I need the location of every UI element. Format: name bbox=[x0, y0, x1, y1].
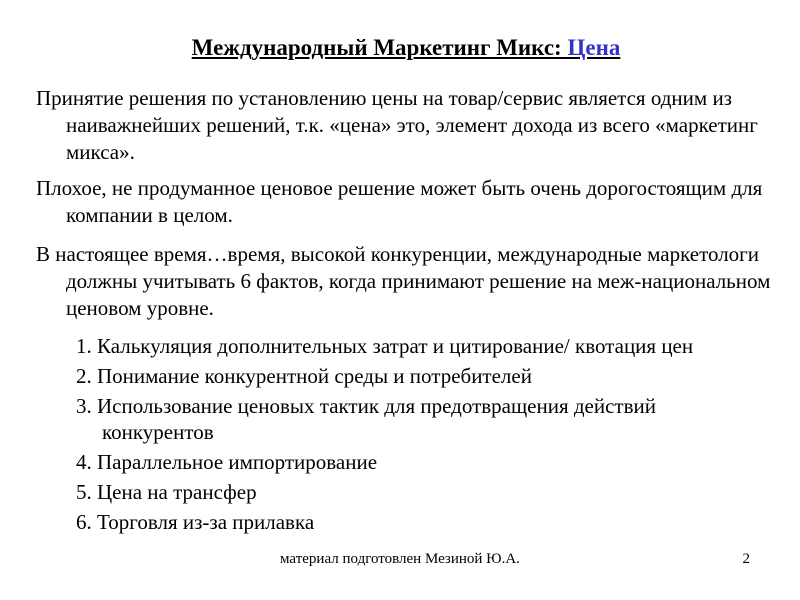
slide-title-main: Международный Маркетинг Микс: bbox=[191, 35, 568, 60]
list-item: 4. Параллельное импортирование bbox=[76, 450, 378, 474]
factors-list bbox=[76, 333, 756, 539]
list-item: 3. Использование ценовых тактик для предотвращения действий конкурентов bbox=[76, 394, 656, 444]
list-item: 1. Калькуляция дополнительных затрат и цитирование/ квотация цен bbox=[76, 334, 694, 358]
page-number: 2 bbox=[742, 551, 750, 567]
list-item: 5. Цена на трансфер bbox=[76, 480, 257, 504]
list-item: 6. Торговля из-за прилавка bbox=[76, 510, 315, 534]
paragraph-pricing-decision: Принятие решения по установлению цены на товар/сервис является одним из наиважнейших решений, т.к. «цена» это, элемент дохода из всего «маркетинг микса». bbox=[36, 86, 758, 164]
paragraph-bad-pricing: Плохое, не продуманное ценовое решение может быть очень дорогостоящим для компании в целом. bbox=[36, 176, 763, 227]
footer-author: материал подготовлен Мезиной Ю.А. bbox=[280, 551, 520, 567]
slide-title-accent: Цена bbox=[567, 35, 621, 60]
list-item: 2. Понимание конкурентной среды и потребителей bbox=[76, 364, 532, 388]
paragraph-competition: В настоящее время…время, высокой конкуренции, международные маркетологи должны учитывать 6 фактов, когда принимают решение на меж-национальном ценовом уровне. bbox=[36, 242, 771, 320]
slide-title bbox=[0, 34, 800, 62]
